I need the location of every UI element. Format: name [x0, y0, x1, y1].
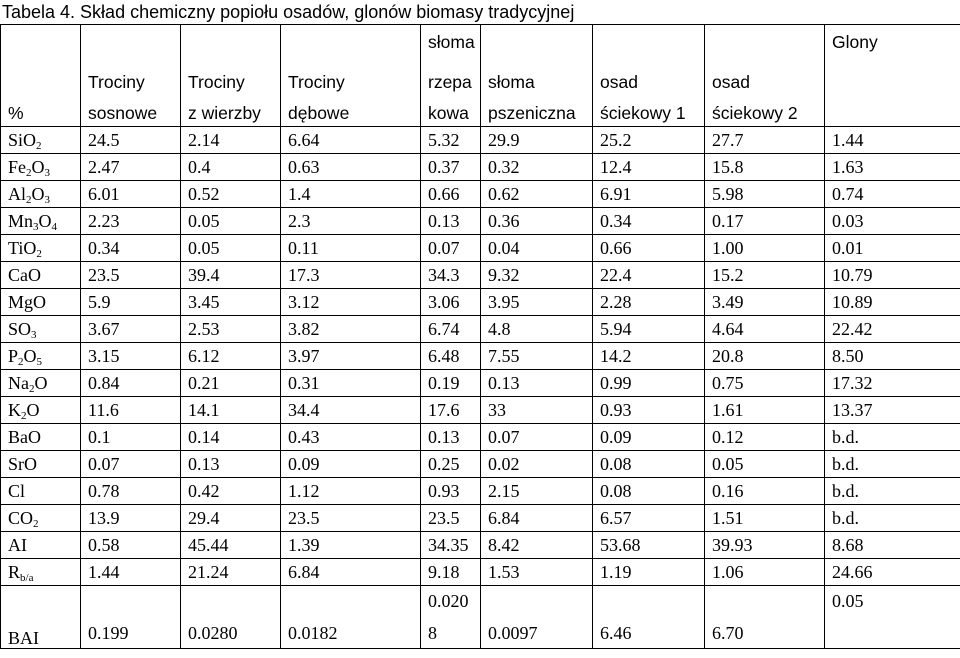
- header-line: sosnowe: [88, 103, 158, 123]
- header-line: Trociny: [88, 72, 145, 92]
- formula-part: AI: [8, 535, 27, 555]
- table-cell: 12.4: [593, 154, 705, 181]
- table-row: [1, 505, 960, 532]
- table-cell: 20.8: [705, 343, 825, 370]
- cell-line-upper: [288, 586, 420, 620]
- table-cell: 0.21: [181, 370, 281, 397]
- table-cell: 33: [481, 397, 593, 424]
- table-cell: 0.13: [481, 370, 593, 397]
- table-cell: 6.12: [181, 343, 281, 370]
- table-cell: 0.93: [421, 478, 481, 505]
- header-line: słoma: [428, 32, 475, 52]
- header-col-4: [421, 25, 481, 127]
- formula-part: O: [26, 400, 40, 420]
- table-cell: 21.24: [181, 559, 281, 586]
- table-cell: 0.25: [421, 451, 481, 478]
- table-cell: 22.42: [825, 316, 960, 343]
- table-cell: 0.58: [81, 532, 181, 559]
- table-cell: 1.39: [281, 532, 421, 559]
- row-label: [1, 478, 81, 505]
- table-cell: 9.32: [481, 262, 593, 289]
- formula-subscript: 3: [31, 329, 37, 341]
- table-row: [1, 208, 960, 235]
- header-line: rzepa: [428, 72, 472, 92]
- row-label: BAI: [1, 586, 81, 649]
- table-cell: 6.74: [421, 316, 481, 343]
- table-cell: 24.5: [81, 127, 181, 154]
- table-cell: 0.34: [81, 235, 181, 262]
- formula-subscript: 2: [18, 356, 24, 368]
- table-cell: 1.61: [705, 397, 825, 424]
- table-cell: 1.51: [705, 505, 825, 532]
- header-col-6: [593, 25, 705, 127]
- formula-subscript: 3: [44, 194, 50, 206]
- formula-part: CaO: [8, 265, 41, 285]
- table-cell: b.d.: [825, 478, 960, 505]
- table-cell: b.d.: [825, 451, 960, 478]
- row-label: [1, 316, 81, 343]
- table-cell: 0.43: [281, 424, 421, 451]
- table-cell: [593, 586, 705, 649]
- table-cell: 3.45: [181, 289, 281, 316]
- formula-part: BaO: [8, 427, 41, 447]
- header-line: [600, 28, 704, 64]
- row-label: [1, 397, 81, 424]
- table-cell: 0.74: [825, 181, 960, 208]
- row-label: [1, 343, 81, 370]
- table-cell: 0.63: [281, 154, 421, 181]
- table-row: [1, 262, 960, 289]
- table-cell: [705, 586, 825, 649]
- header-line: [712, 28, 824, 64]
- table-cell: 3.95: [481, 289, 593, 316]
- row-label: [1, 208, 81, 235]
- formula-part: Al: [8, 184, 26, 204]
- table-cell: 0.04: [481, 235, 593, 262]
- table-cell: 53.68: [593, 532, 705, 559]
- formula-part: Cl: [8, 481, 26, 501]
- formula-part: K: [8, 400, 21, 420]
- table-cell: 4.64: [705, 316, 825, 343]
- table-cell: 0.05: [181, 235, 281, 262]
- table-cell: 0.05: [181, 208, 281, 235]
- header-row: [1, 25, 960, 127]
- header-col-5: [481, 25, 593, 127]
- table-cell: 8.68: [825, 532, 960, 559]
- table-cell: 45.44: [181, 532, 281, 559]
- table-cell: 0.32: [481, 154, 593, 181]
- header-line: kowa: [428, 103, 469, 123]
- table-cell: 15.2: [705, 262, 825, 289]
- table-cell: 0.19: [421, 370, 481, 397]
- header-line: ściekowy 2: [712, 103, 798, 123]
- table-cell: 0.75: [705, 370, 825, 397]
- table-cell: [421, 586, 481, 649]
- table-cell: 0.14: [181, 424, 281, 451]
- table-cell: 10.89: [825, 289, 960, 316]
- table-cell: 1.19: [593, 559, 705, 586]
- table-cell: 7.55: [481, 343, 593, 370]
- formula-subscript: 2: [26, 167, 32, 179]
- table-cell: 3.06: [421, 289, 481, 316]
- table-cell: 17.6: [421, 397, 481, 424]
- table-cell: 25.2: [593, 127, 705, 154]
- formula-part: P: [8, 346, 19, 366]
- table-cell: 0.08: [593, 478, 705, 505]
- formula-subscript: 4: [51, 221, 58, 233]
- table-cell: 0.05: [705, 451, 825, 478]
- formula-subscript: b/a: [20, 572, 34, 584]
- table-cell: 3.97: [281, 343, 421, 370]
- header-corner: %: [1, 25, 81, 127]
- header-line: osad: [600, 72, 638, 92]
- table-cell: 4.8: [481, 316, 593, 343]
- table-caption: Tabela 4. Skład chemiczny popiołu osadów, glonów biomasy tradycyjnej: [2, 2, 575, 22]
- table-cell: 23.5: [281, 505, 421, 532]
- table-cell: 34.4: [281, 397, 421, 424]
- header-col-2: [181, 25, 281, 127]
- header-line: [88, 28, 180, 64]
- header-line: pszeniczna: [488, 103, 576, 123]
- formula-subscript: 2: [26, 194, 32, 206]
- row-label: [1, 154, 81, 181]
- header-line: [288, 28, 420, 64]
- table-cell: 1.63: [825, 154, 960, 181]
- table-cell: 6.64: [281, 127, 421, 154]
- row-label: [1, 262, 81, 289]
- table-cell: b.d.: [825, 424, 960, 451]
- table-cell: 6.84: [481, 505, 593, 532]
- table-cell: 15.8: [705, 154, 825, 181]
- table-row-bai: [1, 586, 960, 649]
- table-cell: 5.98: [705, 181, 825, 208]
- table-row: [1, 127, 960, 154]
- table-cell: 23.5: [81, 262, 181, 289]
- formula-part: O: [38, 211, 52, 231]
- formula-part: O: [31, 184, 45, 204]
- table-cell: 3.49: [705, 289, 825, 316]
- table-cell: 0.66: [593, 235, 705, 262]
- table-cell: 0.99: [593, 370, 705, 397]
- row-label: [1, 235, 81, 262]
- row-label: [1, 451, 81, 478]
- header-line: osad: [712, 72, 750, 92]
- table-cell: 2.3: [281, 208, 421, 235]
- row-label: [1, 181, 81, 208]
- header-col-1: [81, 25, 181, 127]
- table-cell: 0.4: [181, 154, 281, 181]
- header-line: dębowe: [288, 103, 350, 123]
- cell-line-lower: 0.0097: [488, 623, 538, 643]
- table-cell: [281, 586, 421, 649]
- formula-subscript: 5: [36, 356, 43, 368]
- table-cell: 2.14: [181, 127, 281, 154]
- formula-subscript: 3: [44, 167, 50, 179]
- formula-part: SiO: [8, 130, 37, 150]
- row-label: [1, 424, 81, 451]
- cell-line-lower: 0.0182: [288, 623, 338, 643]
- table-cell: 22.4: [593, 262, 705, 289]
- row-label: [1, 127, 81, 154]
- table-cell: 0.16: [705, 478, 825, 505]
- formula-part: R: [8, 562, 21, 582]
- cell-line-lower: 6.70: [712, 623, 744, 643]
- cell-line-upper: [188, 586, 280, 620]
- table-cell: 2.28: [593, 289, 705, 316]
- table-row: [1, 451, 960, 478]
- row-label: [1, 532, 81, 559]
- header-col-8: [825, 25, 960, 127]
- table-row: [1, 316, 960, 343]
- table-row: [1, 532, 960, 559]
- formula-part: O: [23, 346, 37, 366]
- cell-line-lower: 8: [428, 623, 437, 643]
- table-cell: 0.12: [705, 424, 825, 451]
- table-cell: 2.47: [81, 154, 181, 181]
- table-cell: 0.52: [181, 181, 281, 208]
- cell-line-upper: 0.020: [428, 591, 469, 611]
- table-cell: 24.66: [825, 559, 960, 586]
- table-cell: 0.93: [593, 397, 705, 424]
- table-cell: 6.48: [421, 343, 481, 370]
- table-cell: [825, 586, 960, 649]
- header-col-3: [281, 25, 421, 127]
- table-cell: 0.31: [281, 370, 421, 397]
- composition-table: [0, 24, 960, 649]
- table-cell: 6.57: [593, 505, 705, 532]
- table-cell: 10.79: [825, 262, 960, 289]
- table-cell: 29.9: [481, 127, 593, 154]
- cell-line-upper: 0.05: [832, 591, 864, 611]
- table-cell: 0.17: [705, 208, 825, 235]
- table-cell: 0.13: [421, 424, 481, 451]
- header-col-7: [705, 25, 825, 127]
- table-cell: 2.23: [81, 208, 181, 235]
- formula-part: Fe: [8, 157, 26, 177]
- formula-subscript: 3: [33, 221, 39, 233]
- table-cell: 8.50: [825, 343, 960, 370]
- table-row: [1, 154, 960, 181]
- table-row: [1, 343, 960, 370]
- table-cell: 0.36: [481, 208, 593, 235]
- table-cell: 6.91: [593, 181, 705, 208]
- table-cell: 3.15: [81, 343, 181, 370]
- table-cell: 5.9: [81, 289, 181, 316]
- table-cell: 0.84: [81, 370, 181, 397]
- cell-line-lower: 0.199: [88, 623, 129, 643]
- table-cell: 34.3: [421, 262, 481, 289]
- formula-part: SO: [8, 319, 32, 339]
- table-cell: 0.42: [181, 478, 281, 505]
- cell-line-lower: [832, 620, 960, 648]
- formula-subscript: 2: [29, 383, 35, 395]
- table-cell: 0.07: [81, 451, 181, 478]
- table-cell: 1.00: [705, 235, 825, 262]
- table-cell: 0.03: [825, 208, 960, 235]
- cell-line-lower: 6.46: [600, 623, 632, 643]
- table-cell: [481, 586, 593, 649]
- table-cell: 0.13: [421, 208, 481, 235]
- table-cell: 0.78: [81, 478, 181, 505]
- table-row: [1, 235, 960, 262]
- formula-part: TiO: [8, 238, 37, 258]
- table-cell: 0.07: [421, 235, 481, 262]
- header-line: Trociny: [288, 72, 345, 92]
- table-cell: 29.4: [181, 505, 281, 532]
- formula-subscript: 2: [33, 518, 39, 530]
- formula-part: MgO: [8, 292, 47, 312]
- table-cell: 5.94: [593, 316, 705, 343]
- table-row: [1, 181, 960, 208]
- row-label: [1, 559, 81, 586]
- table-cell: 1.44: [81, 559, 181, 586]
- row-label: [1, 505, 81, 532]
- header-line: Glony: [832, 32, 878, 52]
- table-row: [1, 424, 960, 451]
- formula-part: Na: [8, 373, 29, 393]
- table-cell: 13.9: [81, 505, 181, 532]
- table-cell: 17.32: [825, 370, 960, 397]
- table-cell: 13.37: [825, 397, 960, 424]
- formula-subscript: 2: [36, 140, 42, 152]
- cell-line-upper: [488, 586, 592, 620]
- cell-line-upper: [88, 586, 180, 620]
- header-line: [832, 100, 960, 126]
- table-cell: 27.7: [705, 127, 825, 154]
- header-line: [832, 64, 960, 100]
- table-cell: b.d.: [825, 505, 960, 532]
- header-line: [488, 28, 592, 64]
- formula-part: O: [31, 157, 45, 177]
- cell-line-upper: [600, 586, 704, 620]
- table-cell: 8.42: [481, 532, 593, 559]
- table-cell: [81, 586, 181, 649]
- formula-subscript: 2: [21, 410, 27, 422]
- formula-part: SrO: [8, 454, 38, 474]
- table-cell: 0.09: [593, 424, 705, 451]
- table-cell: 23.5: [421, 505, 481, 532]
- table-cell: [181, 586, 281, 649]
- table-row: [1, 478, 960, 505]
- table-cell: 1.06: [705, 559, 825, 586]
- table-row: [1, 370, 960, 397]
- header-line: Trociny: [188, 72, 245, 92]
- cell-line-upper: [712, 586, 824, 620]
- table-cell: 0.08: [593, 451, 705, 478]
- table-cell: 0.09: [281, 451, 421, 478]
- table-cell: 2.15: [481, 478, 593, 505]
- table-row: [1, 397, 960, 424]
- table-cell: 1.4: [281, 181, 421, 208]
- table-cell: 0.13: [181, 451, 281, 478]
- header-line: [188, 28, 280, 64]
- table-cell: 39.4: [181, 262, 281, 289]
- table-cell: 17.3: [281, 262, 421, 289]
- row-label: [1, 289, 81, 316]
- table-row: [1, 289, 960, 316]
- header-line: słoma: [488, 72, 535, 92]
- table-cell: 11.6: [81, 397, 181, 424]
- table-cell: 0.02: [481, 451, 593, 478]
- table-cell: 5.32: [421, 127, 481, 154]
- row-label: [1, 370, 81, 397]
- table-cell: 3.12: [281, 289, 421, 316]
- table-row: [1, 559, 960, 586]
- table-cell: 0.01: [825, 235, 960, 262]
- table-cell: 14.2: [593, 343, 705, 370]
- table-cell: 0.34: [593, 208, 705, 235]
- table-cell: 0.11: [281, 235, 421, 262]
- table-cell: 14.1: [181, 397, 281, 424]
- table-cell: 39.93: [705, 532, 825, 559]
- table-cell: 6.84: [281, 559, 421, 586]
- table-cell: 9.18: [421, 559, 481, 586]
- table-cell: 0.62: [481, 181, 593, 208]
- table-cell: 3.82: [281, 316, 421, 343]
- table-cell: 0.07: [481, 424, 593, 451]
- formula-subscript: 2: [36, 248, 42, 260]
- table-cell: 0.37: [421, 154, 481, 181]
- table-cell: 1.12: [281, 478, 421, 505]
- formula-part: Mn: [8, 211, 34, 231]
- table-cell: 34.35: [421, 532, 481, 559]
- formula-part: O: [34, 373, 48, 393]
- table-cell: 2.53: [181, 316, 281, 343]
- formula-part: CO: [8, 508, 34, 528]
- header-line: ściekowy 1: [600, 103, 686, 123]
- table-cell: 6.01: [81, 181, 181, 208]
- table-cell: 1.44: [825, 127, 960, 154]
- table-cell: 1.53: [481, 559, 593, 586]
- table-cell: 0.1: [81, 424, 181, 451]
- table-cell: 3.67: [81, 316, 181, 343]
- table-cell: 0.66: [421, 181, 481, 208]
- header-line: z wierzby: [188, 103, 261, 123]
- cell-line-lower: 0.0280: [188, 623, 238, 643]
